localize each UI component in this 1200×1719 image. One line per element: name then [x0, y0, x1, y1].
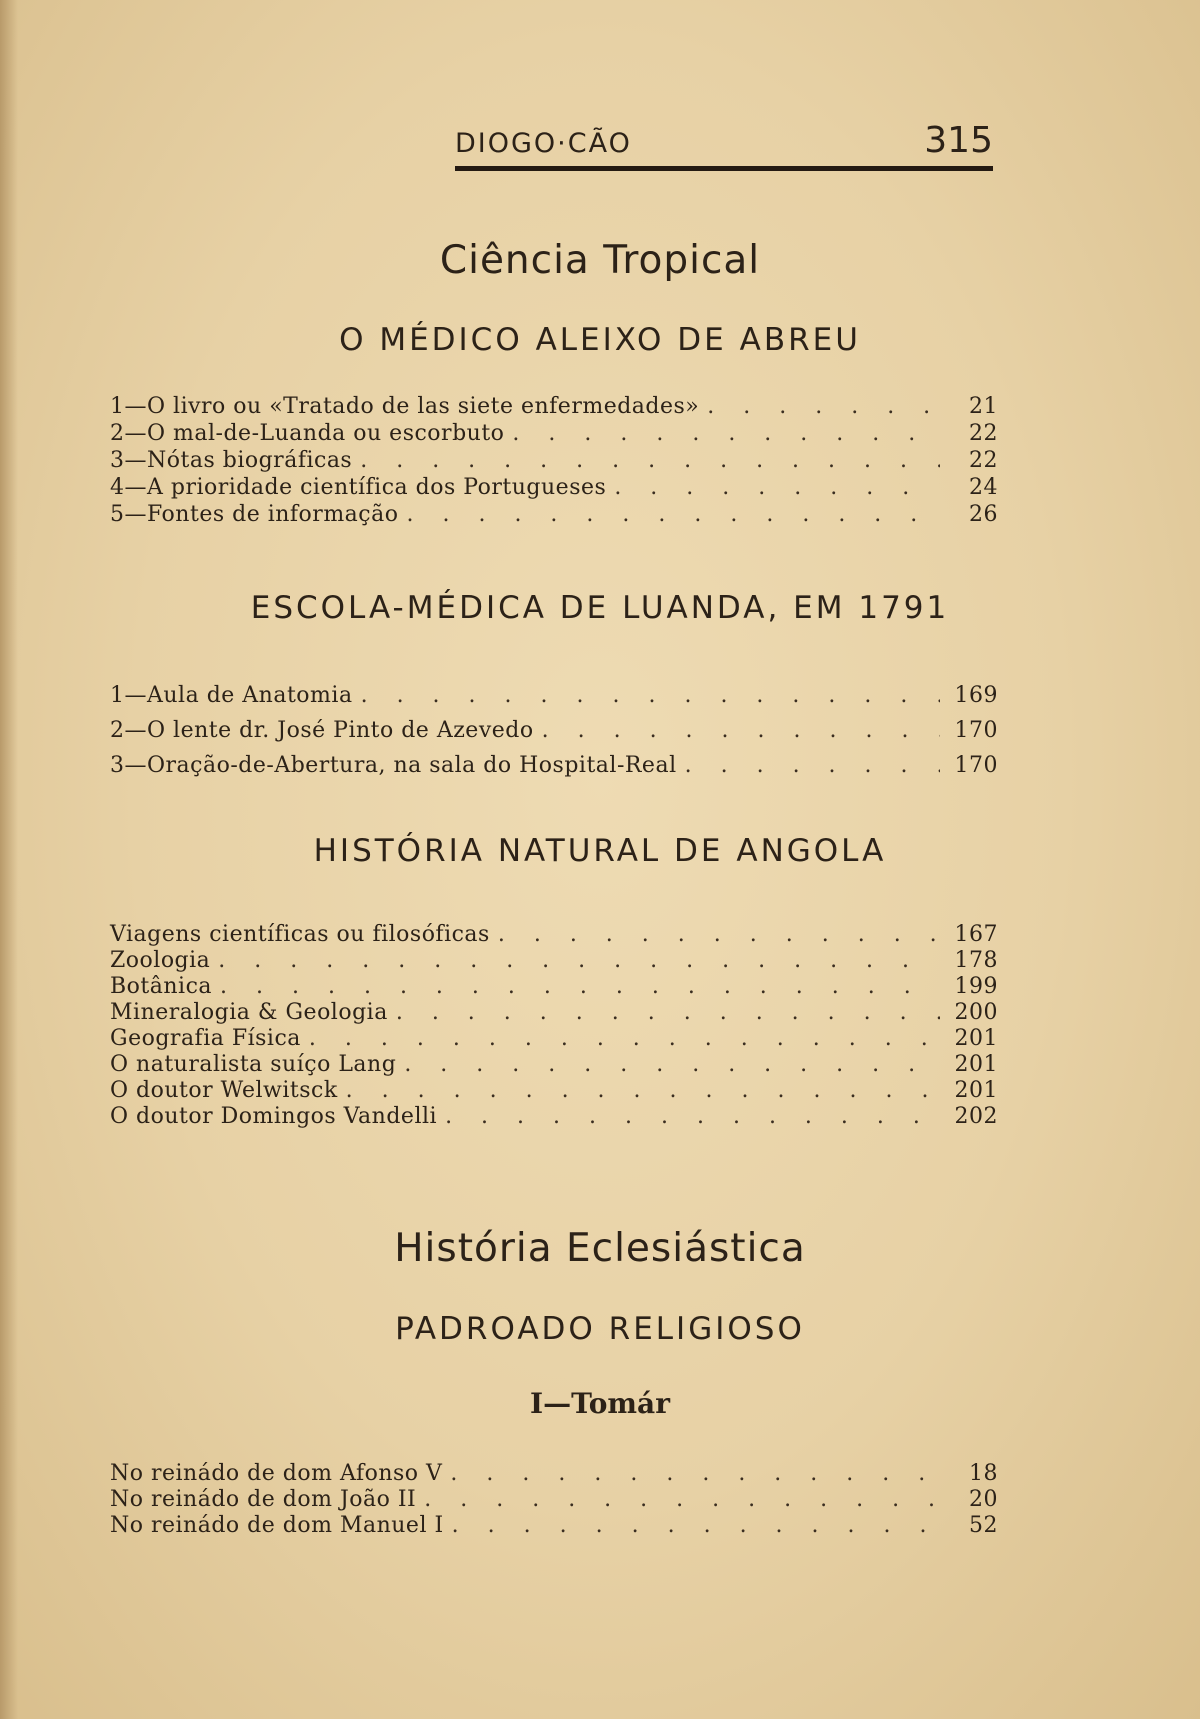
toc-entry-page: 52 [969, 1513, 998, 1538]
toc-entry [110, 1052, 998, 1078]
toc-entry-title: Viagens científicas ou filosóficas [110, 922, 490, 947]
toc-entry [110, 447, 998, 474]
toc-entry-title: 4—A prioridade científica dos Portugueses [110, 475, 607, 500]
toc-entry-title: 1—O livro ou «Tratado de las siete enfermedades» [110, 394, 700, 419]
toc-entry-title: Botânica [110, 974, 213, 999]
toc-entry-title: 3—Nótas biográficas [110, 448, 353, 473]
toc-entry-title: Mineralogia & Geologia [110, 1000, 388, 1025]
toc-entry [110, 474, 998, 501]
page-number: 315 [924, 120, 993, 161]
toc-entry [110, 393, 998, 420]
toc-entry-page: 24 [969, 475, 998, 500]
dot-leader [452, 1513, 940, 1539]
toc-list-aleixo-de-abreu [110, 393, 998, 528]
dot-leader [542, 713, 940, 748]
toc-entry-page: 170 [954, 753, 998, 778]
toc-list-historia-natural [110, 922, 998, 1130]
toc-entry [110, 1104, 998, 1130]
dot-leader [424, 1487, 940, 1513]
toc-entry-page: 18 [969, 1461, 998, 1486]
toc-entry [110, 1078, 998, 1104]
dot-leader [360, 447, 940, 474]
toc-entry-page: 167 [954, 922, 998, 947]
section-title-historia-eclesiastica: História Eclesiástica [394, 1226, 806, 1271]
toc-entry-title: 1—Aula de Anatomia [110, 683, 353, 708]
dot-leader [361, 678, 940, 713]
toc-entry-title: No reinádo de dom Manuel I [110, 1513, 444, 1538]
toc-entry-title: 5—Fontes de informação [110, 502, 399, 527]
toc-entry [110, 948, 998, 974]
toc-entry-page: 202 [954, 1104, 998, 1129]
toc-entry [110, 922, 998, 948]
toc-entry-page: 201 [954, 1078, 998, 1103]
subsection-title-aleixo-de-abreu: O MÉDICO ALEIXO DE ABREU [339, 322, 861, 358]
dot-leader [707, 393, 940, 420]
page-header [455, 118, 995, 168]
toc-entry-title: O doutor Domingos Vandelli [110, 1104, 438, 1129]
toc-entry-title: O doutor Welwitsck [110, 1078, 338, 1103]
toc-entry-title: O naturalista suíço Lang [110, 1052, 397, 1077]
toc-entry [110, 713, 998, 748]
dot-leader [498, 922, 940, 948]
toc-entry-page: 201 [954, 1052, 998, 1077]
subsection-title-padroado-religioso: PADROADO RELIGIOSO [395, 1311, 805, 1347]
toc-entry [110, 678, 998, 713]
dot-leader [396, 1000, 940, 1026]
running-title: DIOGO·CÃO [455, 128, 632, 159]
dot-leader [685, 748, 940, 783]
toc-entry [110, 420, 998, 447]
dot-leader [406, 501, 940, 528]
toc-entry-page: 22 [969, 448, 998, 473]
subsection-title-historia-natural: HISTÓRIA NATURAL DE ANGOLA [313, 833, 887, 869]
toc-entry-page: 20 [969, 1487, 998, 1512]
toc-entry [110, 748, 998, 783]
dot-leader [404, 1052, 940, 1078]
toc-entry-page: 169 [954, 683, 998, 708]
dot-leader [309, 1026, 940, 1052]
toc-entry-page: 21 [969, 394, 998, 419]
dot-leader [512, 420, 940, 447]
toc-list-tomar [110, 1461, 998, 1539]
toc-entry-title: 3—Oração-de-Abertura, na sala do Hospital-Real [110, 753, 677, 778]
toc-entry [110, 501, 998, 528]
dot-leader [346, 1078, 940, 1104]
toc-entry-title: Zoologia [110, 948, 211, 973]
header-rule [455, 166, 993, 171]
dot-leader [445, 1104, 940, 1130]
toc-entry-title: 2—O mal-de-Luanda ou escorbuto [110, 421, 505, 446]
dot-leader [450, 1461, 940, 1487]
toc-entry-page: 170 [954, 718, 998, 743]
toc-entry-page: 178 [954, 948, 998, 973]
toc-entry-title: Geografia Física [110, 1026, 301, 1051]
sub-subsection-title-tomar: I—Tomár [530, 1387, 670, 1420]
toc-entry [110, 1487, 998, 1513]
toc-entry [110, 1000, 998, 1026]
subsection-title-escola-medica: ESCOLA-MÉDICA DE LUANDA, EM 1791 [250, 590, 950, 626]
dot-leader [614, 474, 940, 501]
toc-entry-page: 199 [954, 974, 998, 999]
toc-entry-page: 22 [969, 421, 998, 446]
toc-entry [110, 974, 998, 1000]
toc-entry-page: 200 [954, 1000, 998, 1025]
toc-entry-title: No reinádo de dom Afonso V [110, 1461, 443, 1486]
toc-entry [110, 1026, 998, 1052]
toc-entry [110, 1461, 998, 1487]
toc-list-escola-medica [110, 678, 998, 783]
toc-entry-title: 2—O lente dr. José Pinto de Azevedo [110, 718, 534, 743]
toc-entry-page: 26 [969, 502, 998, 527]
toc-entry [110, 1513, 998, 1539]
toc-entry-title: No reinádo de dom João II [110, 1487, 417, 1512]
dot-leader [218, 948, 940, 974]
section-title-ciencia-tropical: Ciência Tropical [439, 238, 761, 283]
dot-leader [220, 974, 940, 1000]
toc-entry-page: 201 [954, 1026, 998, 1051]
